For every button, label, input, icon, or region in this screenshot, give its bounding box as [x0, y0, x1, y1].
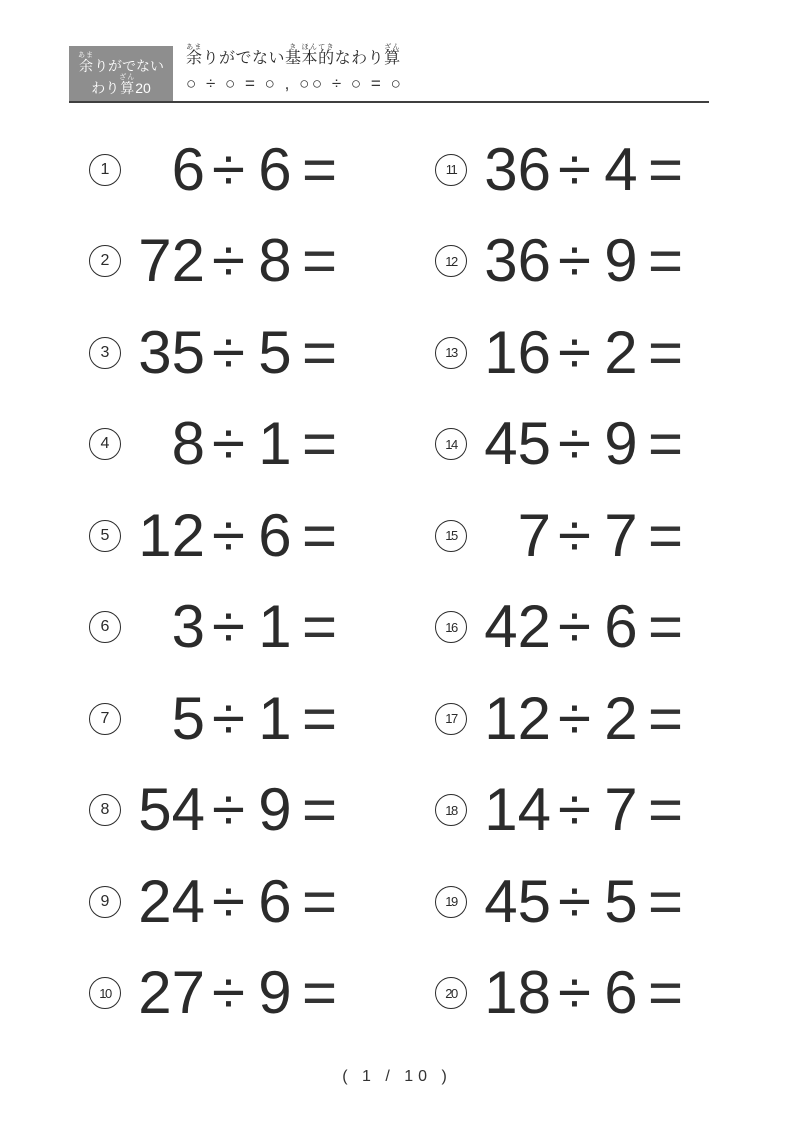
divide-sign: ÷	[558, 501, 591, 569]
divide-sign: ÷	[558, 227, 591, 295]
divisor: 1	[258, 684, 292, 752]
problem-number-badge: 12	[435, 245, 467, 277]
problem-number-badge: 7	[89, 703, 121, 735]
divisor: 8	[258, 227, 292, 295]
divisor: 9	[604, 410, 638, 478]
equals-sign: =	[647, 684, 683, 752]
divisor: 9	[604, 227, 638, 295]
divide-sign: ÷	[212, 867, 245, 935]
badge-line-2: わり算ざん20	[91, 74, 151, 96]
divide-sign: ÷	[558, 410, 591, 478]
page-indicator: ( 1 / 10 )	[342, 1068, 452, 1085]
problem-number-badge: 11	[435, 154, 467, 186]
dividend: 72	[138, 227, 205, 295]
problem-row	[389, 582, 709, 674]
problem-row	[69, 765, 389, 857]
dividend: 54	[138, 776, 205, 844]
dividend: 6	[171, 135, 205, 203]
divisor: 5	[258, 318, 292, 386]
divisor: 6	[604, 959, 638, 1027]
divide-sign: ÷	[558, 135, 591, 203]
problem-row	[69, 582, 389, 674]
worksheet-title: 余あまりがでない基き本ほん的てきなわり算ざん	[186, 44, 401, 67]
equals-sign: =	[647, 227, 683, 295]
problem-row	[69, 399, 389, 491]
problem-number-badge: 13	[435, 337, 467, 369]
divide-sign: ÷	[558, 593, 591, 661]
equals-sign: =	[301, 593, 337, 661]
divisor: 7	[604, 776, 638, 844]
divide-sign: ÷	[212, 959, 245, 1027]
equals-sign: =	[301, 318, 337, 386]
divide-sign: ÷	[212, 684, 245, 752]
problem-number-badge: 16	[435, 611, 467, 643]
pattern-line: ○ ÷ ○ = ○ , ○○ ÷ ○ = ○	[186, 74, 404, 93]
header-text-block	[186, 44, 403, 94]
header-badge	[69, 46, 173, 102]
problem-row	[389, 490, 709, 582]
problem-number-badge: 19	[435, 886, 467, 918]
problem-number-badge: 15	[435, 520, 467, 552]
dividend: 36	[484, 227, 551, 295]
equals-sign: =	[647, 410, 683, 478]
equals-sign: =	[301, 867, 337, 935]
equals-sign: =	[647, 501, 683, 569]
problem-row	[69, 307, 389, 399]
dividend: 36	[484, 135, 551, 203]
problem-row	[389, 307, 709, 399]
divisor: 7	[604, 501, 638, 569]
problem-row	[389, 948, 709, 1040]
dividend: 12	[138, 501, 205, 569]
dividend: 24	[138, 867, 205, 935]
divisor: 4	[604, 135, 638, 203]
problem-number-badge: 3	[89, 337, 121, 369]
equals-sign: =	[301, 135, 337, 203]
equals-sign: =	[301, 501, 337, 569]
dividend: 18	[484, 959, 551, 1027]
divide-sign: ÷	[558, 867, 591, 935]
dividend: 45	[484, 867, 551, 935]
divide-sign: ÷	[558, 318, 591, 386]
dividend: 42	[484, 593, 551, 661]
problem-row	[69, 124, 389, 216]
problem-row	[69, 490, 389, 582]
problem-row	[69, 216, 389, 308]
problem-number-badge: 6	[89, 611, 121, 643]
problem-row	[389, 124, 709, 216]
equals-sign: =	[301, 776, 337, 844]
dividend: 3	[171, 593, 205, 661]
divisor: 6	[604, 593, 638, 661]
equals-sign: =	[647, 776, 683, 844]
divide-sign: ÷	[212, 135, 245, 203]
dividend: 35	[138, 318, 205, 386]
divisor: 2	[604, 318, 638, 386]
divisor: 5	[604, 867, 638, 935]
divisor: 1	[258, 593, 292, 661]
divide-sign: ÷	[558, 776, 591, 844]
problem-row	[389, 399, 709, 491]
equals-sign: =	[301, 959, 337, 1027]
divide-sign: ÷	[212, 318, 245, 386]
problem-number-badge: 8	[89, 794, 121, 826]
divisor: 6	[258, 135, 292, 203]
problem-row	[389, 673, 709, 765]
divide-sign: ÷	[558, 684, 591, 752]
badge-line-1: 余あまりがでない	[78, 51, 164, 74]
equals-sign: =	[647, 318, 683, 386]
divisor: 9	[258, 776, 292, 844]
divisor: 2	[604, 684, 638, 752]
problem-row	[69, 856, 389, 948]
divide-sign: ÷	[558, 959, 591, 1027]
problem-number-badge: 1	[89, 154, 121, 186]
divide-sign: ÷	[212, 227, 245, 295]
problem-row	[389, 856, 709, 948]
dividend: 5	[171, 684, 205, 752]
divide-sign: ÷	[212, 593, 245, 661]
divide-sign: ÷	[212, 776, 245, 844]
dividend: 27	[138, 959, 205, 1027]
dividend: 7	[517, 501, 551, 569]
problem-number-badge: 18	[435, 794, 467, 826]
divisor: 6	[258, 867, 292, 935]
equals-sign: =	[647, 867, 683, 935]
problem-number-badge: 5	[89, 520, 121, 552]
dividend: 45	[484, 410, 551, 478]
divide-sign: ÷	[212, 410, 245, 478]
equals-sign: =	[301, 227, 337, 295]
problem-row	[389, 765, 709, 857]
problem-number-badge: 20	[435, 977, 467, 1009]
problem-number-badge: 14	[435, 428, 467, 460]
divisor: 1	[258, 410, 292, 478]
problems-grid	[69, 124, 709, 1039]
problem-row	[69, 673, 389, 765]
problem-number-badge: 4	[89, 428, 121, 460]
header-divider	[69, 101, 709, 103]
dividend: 12	[484, 684, 551, 752]
problem-number-badge: 17	[435, 703, 467, 735]
equals-sign: =	[647, 135, 683, 203]
divisor: 9	[258, 959, 292, 1027]
problem-number-badge: 9	[89, 886, 121, 918]
problem-number-badge: 2	[89, 245, 121, 277]
problem-number-badge: 10	[89, 977, 121, 1009]
equals-sign: =	[301, 410, 337, 478]
dividend: 8	[171, 410, 205, 478]
equals-sign: =	[647, 959, 683, 1027]
equals-sign: =	[647, 593, 683, 661]
dividend: 16	[484, 318, 551, 386]
problem-row	[69, 948, 389, 1040]
divide-sign: ÷	[212, 501, 245, 569]
equals-sign: =	[301, 684, 337, 752]
dividend: 14	[484, 776, 551, 844]
divisor: 6	[258, 501, 292, 569]
problem-row	[389, 216, 709, 308]
